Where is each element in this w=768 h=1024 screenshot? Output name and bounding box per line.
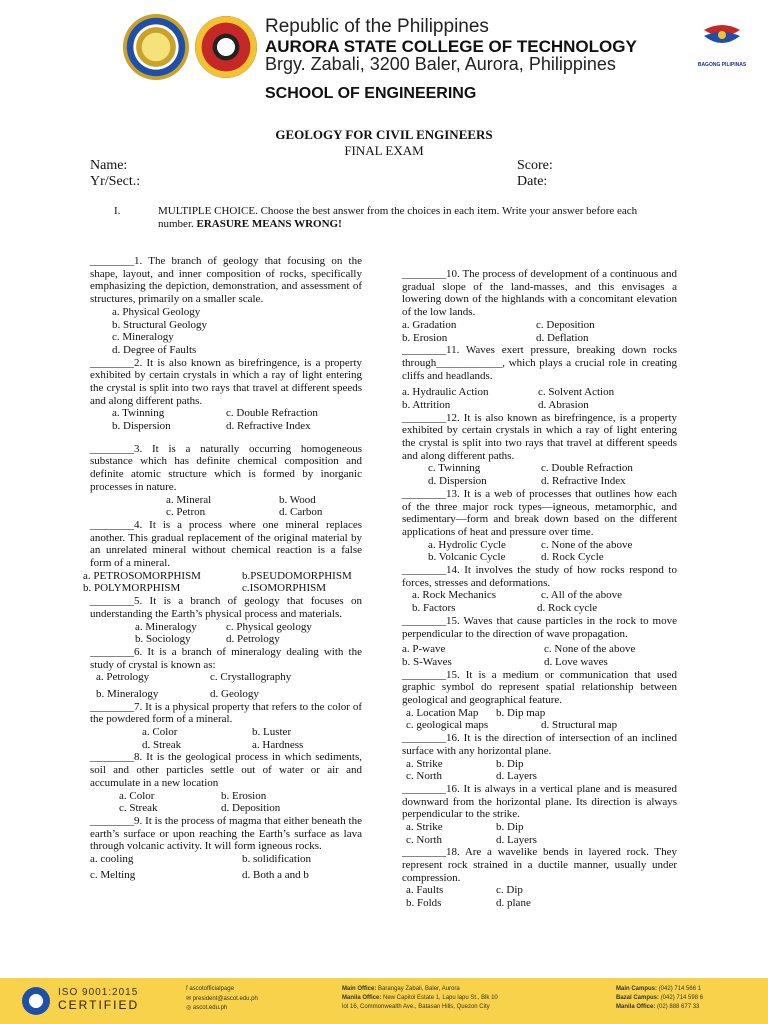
section-number: I. (114, 205, 121, 217)
q14-option-b: b. Factors (412, 602, 456, 615)
q18-option-c: c. Dip (496, 884, 523, 897)
q15-option-a: a. P-wave (402, 643, 446, 656)
email-icon: ✉ (186, 996, 193, 1002)
q12-option-a: c. Twinning (428, 462, 481, 475)
q13-option-a: a. Hydrolic Cycle (428, 538, 506, 551)
q6-option-b: b. Mineralogy (96, 688, 159, 700)
questions-right-column (402, 268, 677, 910)
manila-office-phone: Manila Office: (02) 888 677 33 (616, 1004, 700, 1010)
question-12: ________12. It is also known as birefringence, is a property exhibited by certain crystals in which a ray of light entering the crystal is split into two rays that travel at different speeds and along different paths. (402, 411, 677, 462)
q1-option-a: a. Physical Geology (112, 305, 201, 318)
q2-option-d: d. Refractive Index (226, 420, 311, 433)
q1-option-c: c. Mineralogy (112, 331, 174, 344)
date-label: Date: (517, 174, 548, 189)
question-11: ________11. Waves exert pressure, breaking down rocks through____________, which plays a crucial role in creating cliffs and headlands. (402, 344, 677, 382)
q11-option-a: a. Hydraulic Action (402, 386, 489, 399)
q16b-option-d: d. Layers (496, 833, 537, 846)
q14-option-a: a. Rock Mechanics (412, 589, 496, 602)
q3-option-d: d. Carbon (279, 506, 323, 519)
yr-sect-label: Yr/Sect.: (90, 174, 141, 189)
q10-option-b: b. Erosion (402, 331, 448, 344)
social-email: ✉ president@ascot.edu.ph (186, 996, 258, 1002)
iso-seal-icon (22, 987, 50, 1015)
q15b-option-c: c. geological maps (406, 719, 489, 732)
footer-bar (0, 978, 768, 1024)
instructions (158, 205, 650, 231)
q13-option-c: c. None of the above (541, 538, 633, 551)
manila-office-address: Manila Office: New Capitol Estate 1, Lapu lapu St., Blk 10 (342, 995, 498, 1001)
q16-option-a: a. Strike (406, 757, 443, 770)
q7-option-a: a. Color (142, 726, 178, 739)
question-14: ________14. It involves the study of how rocks respond to forces, stresses and deformations. (402, 564, 677, 589)
school-heading: SCHOOL OF ENGINEERING (265, 85, 477, 102)
q7-option-e: a. Hardness (252, 738, 304, 751)
question-1: ________1. The branch of geology that focusing on the shape, layout, and inner composition of rocks, specifically emphasizing the depiction, demonstration, and assessment of structures, primarily on a smaller scale. (90, 255, 362, 306)
q9-option-d: d. Both a and b (242, 868, 309, 881)
question-9: ________9. It is the process of magma that either beneath the earth’s surface or upon reaching the Earth’s surface as lava through volcanic activity. It will form igneous rocks. (90, 814, 362, 853)
q7-option-b: b. Luster (252, 726, 292, 739)
q16b-option-a: a. Strike (406, 820, 443, 833)
college-address: Brgy. Zabali, 3200 Baler, Aurora, Philippines (265, 54, 616, 74)
iso-standard: ISO 9001:2015 (58, 987, 139, 998)
q4-option-c: b. POLYMORPHISM (83, 582, 181, 595)
q16b-option-c: c. North (406, 833, 443, 846)
q6-option-a: a. Petrology (96, 671, 150, 684)
q8-option-b: b. Erosion (221, 789, 267, 802)
q11-option-d: d. Abrasion (538, 398, 589, 411)
question-16b: ________16. It is always in a vertical plane and is measured downward from the horizontal plane. Its direction is always perpendicular to the strike. (402, 782, 677, 821)
q12-option-b: d. Dispersion (428, 475, 487, 488)
republic-heading: Republic of the Philippines (265, 16, 489, 37)
q9-option-a: a. cooling (90, 853, 134, 866)
instructions-text: MULTIPLE CHOICE. Choose the best answer from the choices in each item. Write your answer before each number. (158, 205, 638, 230)
social-facebook: f ascotofficialpage (186, 986, 234, 992)
exam-subject-title: GEOLOGY FOR CIVIL ENGINEERS (275, 127, 493, 142)
question-18: ________18. Are a wavelike bends in layered rock. They represent rock strained in a ductile manner, usually under compression. (402, 846, 677, 884)
q14-option-d: d. Rock cycle (537, 602, 598, 615)
q8-option-a: a. Color (119, 789, 155, 802)
q10-option-c: c. Deposition (536, 318, 595, 331)
bagong-pilipinas-text: BAGONG PILIPINAS (697, 62, 747, 68)
q12-option-c: c. Double Refraction (541, 462, 633, 475)
question-13: ________13. It is a web of processes that outlines how each of the three major rock types—igneous, metamorphic, and sedimentary—form and break down based on the different applications of heat and pressure over time. (402, 487, 677, 538)
q3-option-c: c. Petron (166, 506, 206, 519)
q6-option-d: d. Geology (210, 688, 259, 700)
q15-option-b: b. S-Waves (402, 655, 452, 668)
q11-option-c: c. Solvent Action (538, 386, 615, 399)
q7-option-d: d. Streak (142, 738, 182, 751)
q2-option-a: a. Twinning (112, 407, 165, 420)
college-name-heading: AURORA STATE COLLEGE OF TECHNOLOGY (265, 37, 637, 56)
bazal-campus-phone: Bazal Campus: (042) 714 598 6 (616, 995, 704, 1001)
q13-option-b: b. Volcanic Cycle (428, 551, 506, 564)
iso-certified: CERTIFIED (58, 998, 140, 1012)
q16b-option-b: b. Dip (496, 820, 524, 833)
score-label: Score: (517, 158, 553, 173)
q1-option-b: b. Structural Geology (112, 318, 208, 331)
question-8: ________8. It is the geological process in which sediments, soil and other particles settle out of water or air and accumulate in a new location (90, 751, 362, 789)
q2-option-c: c. Double Refraction (226, 407, 318, 420)
q8-option-d: d. Deposition (221, 802, 281, 815)
question-5: ________5. It is a branch of geology that focuses on understanding the Earth’s physical process and materials. (90, 595, 362, 620)
question-15b: ________15. It is a medium or communication that used graphic symbol do represent spatial relationship between geological and geographical feature. (402, 668, 677, 707)
q8-option-c: c. Streak (119, 802, 158, 815)
question-15: ________15. Waves that cause particles in the rock to move perpendicular to the direction of wave propagation. (402, 614, 677, 640)
q5-option-a: a. Mineralogy (135, 620, 197, 633)
q16-option-d: d. Layers (496, 770, 537, 783)
q5-option-c: c. Physical geology (226, 620, 312, 633)
q3-option-b: b. Wood (279, 493, 316, 506)
question-16: ________16. It is the direction of intersection of an inclined surface with any horizontal plane. (402, 732, 677, 757)
q4-option-b: b.PSEUDOMORPHISM (242, 569, 352, 582)
q15-option-d: d. Love waves (544, 655, 608, 668)
q15-option-c: c. None of the above (544, 643, 636, 656)
q14-option-c: c. All of the above (541, 589, 622, 602)
q10-option-a: a. Gradation (402, 318, 457, 331)
main-office-address: Main Office: Barangay Zabali, Baler, Aurora (342, 986, 460, 992)
college-seal-logo (123, 14, 189, 80)
q13-option-d: d. Rock Cycle (541, 551, 604, 564)
manila-office-address-2: lot 16, Commonwealth Ave., Batasan Hills, Quezon City (342, 1004, 490, 1010)
exam-type-title: FINAL EXAM (344, 143, 424, 158)
q15b-option-d: d. Structural map (541, 719, 618, 732)
questions-left-column (83, 255, 362, 881)
q9-option-b: b. solidification (242, 853, 312, 866)
q5-option-b: b. Sociology (135, 633, 191, 646)
q16-option-b: b. Dip (496, 757, 524, 770)
facebook-icon: f (186, 986, 190, 992)
main-campus-phone: Main Campus: (042) 714 566 1 (616, 986, 702, 992)
q15b-option-b: b. Dip map (496, 706, 546, 719)
q2-option-b: b. Dispersion (112, 420, 171, 433)
q6-option-c: c. Crystallography (210, 671, 292, 684)
q5-option-d: d. Petrology (226, 633, 280, 646)
bagong-pilipinas-logo (700, 22, 744, 52)
question-6: ________6. It is a branch of mineralogy dealing with the study of crystal is known as: (90, 645, 362, 671)
q11-option-b: b. Attrition (402, 398, 451, 411)
question-10: ________10. The process of development of a continuous and gradual slope of the land-masses, and this envisages a lowering down of the highlands with a concomitant elevation of the low lands. (402, 268, 677, 319)
q18-option-b: b. Folds (406, 897, 442, 910)
q18-option-a: a. Faults (406, 884, 444, 897)
question-3: ________3. It is a naturally occurring homogeneous substance which has definite chemical composition and definite atomic structure which is formed by inorganic processes in nature. (90, 442, 362, 493)
instructions-warning: ERASURE MEANS WRONG! (196, 218, 342, 230)
social-website: ◎ ascot.edu.ph (186, 1005, 228, 1011)
q4-option-a: a. PETROSOMORPHISM (83, 569, 201, 582)
globe-icon: ◎ (186, 1005, 193, 1011)
q9-option-c: c. Melting (90, 868, 136, 881)
name-label: Name: (90, 158, 128, 173)
question-4: ________4. It is a process where one mineral replaces another. This gradual replacement of the original material by an unrelated mineral without chemical reaction is a false form of a mineral. (90, 518, 362, 570)
q4-option-d: c.ISOMORPHISM (242, 582, 327, 595)
q3-option-a: a. Mineral (166, 493, 212, 506)
question-2: ________2. It is also known as birefringence, is a property exhibited by certain crystals in which a ray of light entering the crystal is split into two rays that travel at different speeds and along different paths. (90, 356, 362, 407)
q1-option-d: d. Degree of Faults (112, 343, 197, 356)
engineering-gear-logo (195, 16, 257, 78)
q12-option-d: d. Refractive Index (541, 475, 626, 488)
question-7: ________7. It is a physical property that refers to the color of the powdered form of a mineral. (90, 700, 362, 726)
q16-option-c: c. North (406, 770, 443, 783)
letterhead (0, 0, 768, 118)
q15b-option-a: a. Location Map (406, 706, 479, 719)
q18-option-d: d. plane (496, 897, 531, 910)
q10-option-d: d. Deflation (536, 331, 589, 344)
